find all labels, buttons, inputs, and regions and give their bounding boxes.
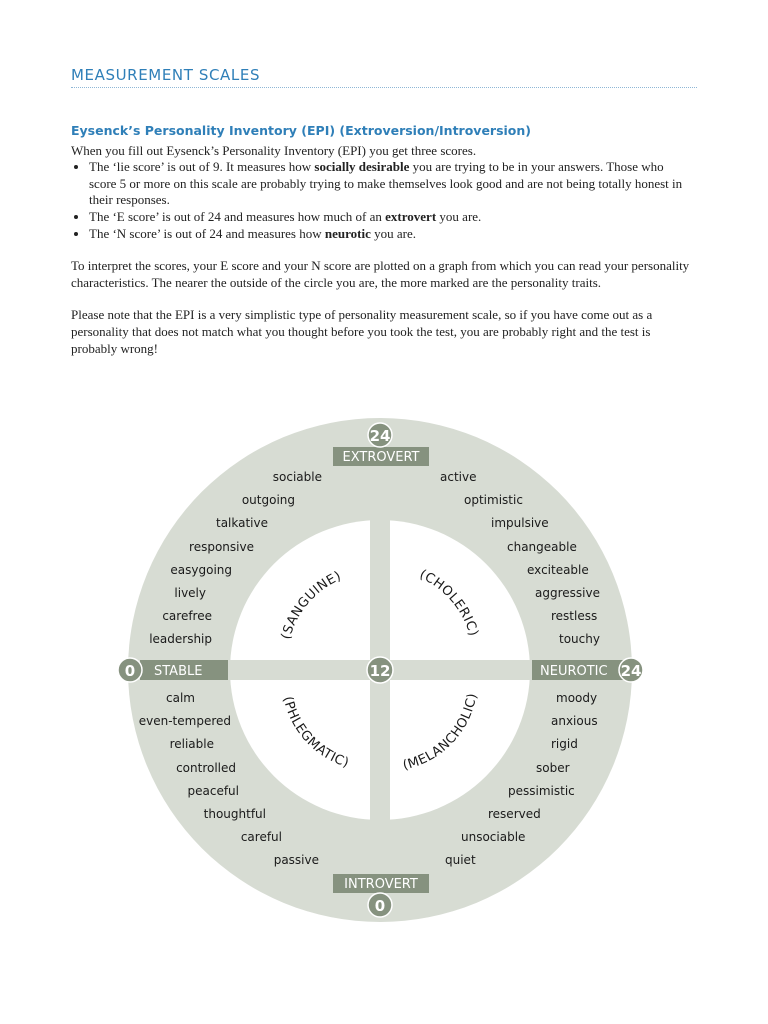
page-title: MEASUREMENT SCALES [71,66,697,88]
trait-word: easygoing [170,563,232,577]
trait-word: even-tempered [138,714,231,728]
bullet-text: you are. [370,225,416,241]
intro-paragraph: When you fill out Eysenck’s Personality Inventory (EPI) you get three scores. [71,142,477,158]
trait-word: thoughtful [203,807,266,821]
trait-word: moody [556,691,598,705]
trait-word: careful [240,830,282,844]
trait-word: pessimistic [508,784,575,798]
trait-word: peaceful [187,784,239,798]
trait-word: responsive [189,540,254,554]
trait-word: optimistic [464,493,523,507]
trait-word: changeable [507,540,577,554]
right-number: 24 [620,662,642,680]
bullet-text: you are. [436,208,482,224]
trait-word: leadership [149,632,212,646]
trait-word: sober [536,761,570,775]
trait-word: controlled [176,761,236,775]
trait-word: carefree [162,609,212,623]
trait-word: reliable [169,737,214,751]
bullet-text: The ‘N score’ is out of 24 and measures how [89,225,325,241]
trait-word: exciteable [527,563,589,577]
stable-label: STABLE [154,664,203,679]
trait-word: anxious [551,714,598,728]
trait-word: lively [174,586,206,600]
bottom-number: 0 [374,897,386,915]
melancholic-text: (MELANCHOLIC) [401,691,481,774]
sanguine-text: (SANGUINE) [278,568,344,642]
trait-word: outgoing [241,493,295,507]
neurotic-label: NEUROTIC [540,664,608,679]
trait-word: sociable [272,470,322,484]
note-paragraph: Please note that the EPI is a very simplistic type of personality measurement scale, so if you have come out as a personality that does not match what you thought before you took the test, you are probably right and the test is probably wrong! [71,307,653,356]
trait-word: aggressive [535,586,600,600]
trait-word: calm [166,691,195,705]
trait-word: talkative [215,516,268,530]
phlegmatic-text: (PHLEGMATIC) [279,695,351,771]
bullet-text: The ‘lie score’ is out of 9. It measures how [89,159,315,175]
trait-word: restless [551,609,598,623]
interpretation-paragraph: To interpret the scores, your E score and your N score are plotted on a graph from which you can read your personality characteristics. The nearer the outside of the circle you are, the more marked are the personality traits. [71,258,690,290]
trait-word: active [440,470,477,484]
center-number: 12 [369,662,391,680]
trait-word: rigid [551,737,578,751]
bullet-text: you are trying to be in your answers. Those who score 5 or more on this scale are probably trying to make themselves look good and are not being totally honest in their responses. [89,159,683,208]
trait-word: touchy [559,632,600,646]
choleric-text: (CHOLERIC) [417,567,481,639]
bullet-emphasis: socially desirable [314,159,410,175]
bullet-text: The ‘E score’ is out of 24 and measures how much of an [89,208,386,224]
bullet-emphasis: neurotic [324,225,371,241]
top-number: 24 [369,427,391,445]
section-subheading: Eysenck’s Personality Inventory (EPI) (Extroversion/Introversion) [71,123,532,138]
extrovert-label: EXTROVERT [342,450,420,465]
introvert-label: INTROVERT [344,877,418,892]
trait-word: quiet [445,853,476,867]
left-number: 0 [124,662,136,680]
trait-word: unsociable [461,830,526,844]
bullet-emphasis: extrovert [385,208,437,224]
trait-word: impulsive [491,516,549,530]
trait-word: passive [273,853,319,867]
trait-word: reserved [488,807,541,821]
